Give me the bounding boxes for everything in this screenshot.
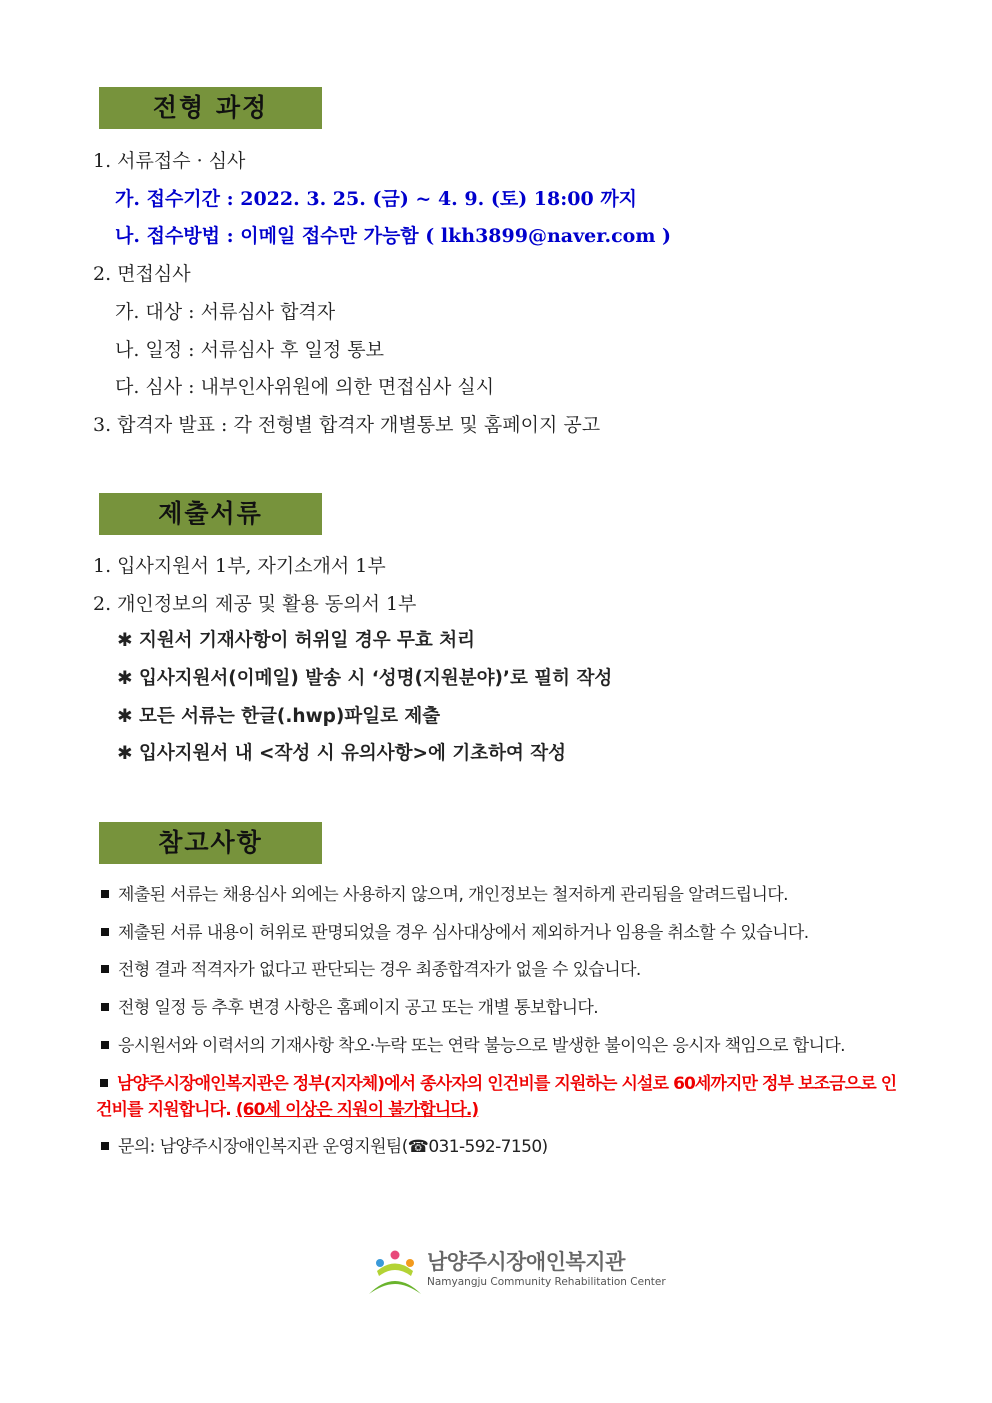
reference-contact: 문의: 남양주시장애인복지관 운영지원팀(☎031-592-7150): [98, 1135, 548, 1159]
logo-name: 남양주시장애인복지관: [427, 1250, 625, 1274]
process-item-2b: 나. 일정 : 서류심사 후 일정 통보: [115, 339, 384, 361]
documents-note: ✱ 지원서 기재사항이 허위일 경우 무효 처리: [117, 630, 475, 651]
section-title-reference: 참고사항: [99, 822, 322, 864]
logo-subtitle: Namyangju Community Rehabilitation Center: [427, 1276, 666, 1288]
bullet-square-icon: [101, 1003, 109, 1011]
process-item-1a: 가. 접수기간 : 2022. 3. 25. (금) ~ 4. 9. (토) 18:00 까지: [115, 188, 638, 210]
documents-item-1: 1. 입사지원서 1부, 자기소개서 1부: [93, 555, 386, 577]
bullet-square-icon: [100, 1079, 108, 1087]
process-item-1b: 나. 접수방법 : 이메일 접수만 가능함 ( lkh3899@naver.com ): [115, 225, 672, 247]
reference-warning: 남양주시장애인복지관은 정부(지자체)에서 종사자의 인건비를 지원하는 시설로 60세까지만 정부 보조금으로 인건비를 지원합니다. (60세 이상은 지원이 불가합니다.): [96, 1074, 897, 1120]
reference-item: 전형 일정 등 추후 변경 사항은 홈페이지 공고 또는 개별 통보합니다.: [98, 996, 598, 1020]
documents-note: ✱ 입사지원서(이메일) 발송 시 ‘성명(지원분야)’로 필히 작성: [117, 668, 613, 689]
bullet-square-icon: [101, 1041, 109, 1049]
bullet-square-icon: [101, 1142, 109, 1150]
process-item-2c: 다. 심사 : 내부인사위원에 의한 면접심사 실시: [115, 376, 495, 398]
reference-item: 제출된 서류 내용이 허위로 판명되었을 경우 심사대상에서 제외하거나 임용을 취소할 수 있습니다.: [98, 921, 809, 945]
section-title-documents: 제출서류: [99, 493, 322, 535]
documents-note: ✱ 모든 서류는 한글(.hwp)파일로 제출: [117, 706, 441, 727]
section-title-process: 전형 과정: [99, 87, 322, 129]
warning-age-limit: (60세 이상은 지원이 불가합니다.): [235, 1100, 479, 1120]
logo-emblem-icon: [367, 1246, 423, 1298]
process-item-3: 3. 합격자 발표 : 각 전형별 합격자 개별통보 및 홈페이지 공고: [93, 414, 601, 436]
organization-logo: [367, 1246, 666, 1298]
bullet-square-icon: [101, 965, 109, 973]
process-item-2a: 가. 대상 : 서류심사 합격자: [115, 301, 336, 323]
process-item-2: 2. 면접심사: [93, 263, 191, 285]
reference-item: 제출된 서류는 채용심사 외에는 사용하지 않으며, 개인정보는 철저하게 관리됨을 알려드립니다.: [98, 883, 788, 907]
bullet-square-icon: [101, 890, 109, 898]
reference-item: 전형 결과 적격자가 없다고 판단되는 경우 최종합격자가 없을 수 있습니다.: [98, 958, 641, 982]
reference-item: 응시원서와 이력서의 기재사항 착오·누락 또는 연락 불능으로 발생한 불이익은 응시자 책임으로 합니다.: [98, 1034, 845, 1058]
documents-item-2: 2. 개인정보의 제공 및 활용 동의서 1부: [93, 593, 417, 615]
documents-note: ✱ 입사지원서 내 <작성 시 유의사항>에 기초하여 작성: [117, 743, 567, 764]
bullet-square-icon: [101, 928, 109, 936]
process-item-1: 1. 서류접수 · 심사: [93, 150, 246, 172]
